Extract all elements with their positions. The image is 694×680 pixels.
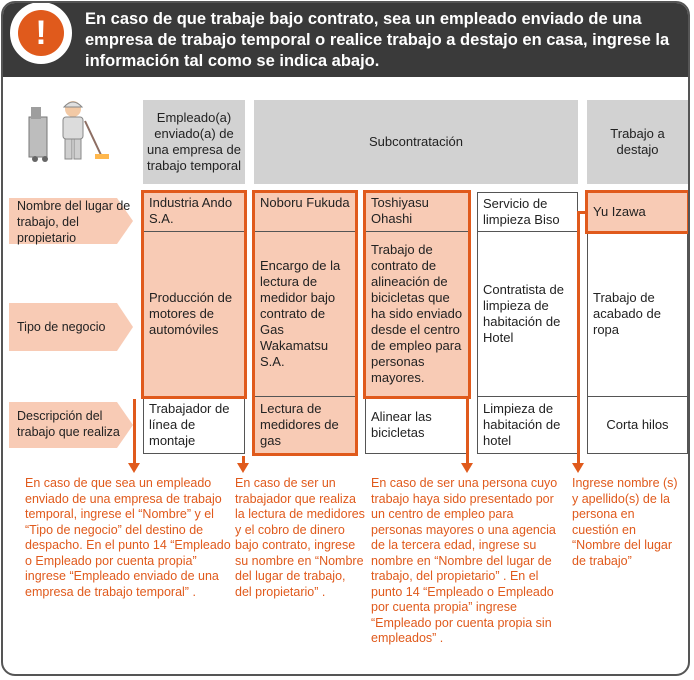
cell-c4-desc: Limpieza de habitación de hotel (477, 396, 578, 454)
connector-line (133, 399, 136, 465)
arrow-down-icon (461, 463, 473, 473)
cell-c1-name: Industria Ando S.A. (143, 192, 245, 232)
arrow-down-icon (572, 463, 584, 473)
cell-c5-desc: Corta hilos (587, 396, 688, 454)
arrow-down-icon (128, 463, 140, 473)
row-label-business-type: Tipo de negocio (9, 301, 134, 353)
cell-c1-desc: Trabajador de línea de montaje (143, 396, 245, 454)
exclamation-icon: ! (18, 10, 64, 56)
cell-c3-name: Toshiyasu Ohashi (365, 192, 469, 232)
column-header-label: Empleado(a) enviado(a) de una empresa de trabajo temporal (147, 110, 241, 173)
note-piecework: Ingrese nombre (s) y apellido(s) de la persona en cuestión en “Nombre del lugar de trabajo” (572, 476, 678, 568)
notice-banner (3, 3, 688, 77)
note-temp-agency: En caso de que sea un empleado enviado de una empresa de trabajo temporal, ingrese el “Nombre” y el “Tipo de negocio” del destino de despacho. En el punto 14 “Empleado o Empleado por cuenta propia” ingrese “Empleado enviado de una empresa de trabajo temporal” . (25, 476, 231, 599)
cleaning-worker-icon (27, 97, 111, 163)
cell-c2-name: Noboru Fukuda (254, 192, 356, 232)
column-header-temp-agency (143, 100, 245, 184)
cell-c4-name: Servicio de limpieza Biso (477, 192, 578, 232)
connector-line (466, 399, 469, 465)
notice-panel (1, 1, 690, 676)
cell-c3-desc: Alinear las bicicletas (365, 396, 469, 454)
cell-c2-type: Encargo de la lectura de medidor bajo contrato de Gas Wakamatsu S.A. (254, 231, 356, 397)
column-header-label: Subcontratación (369, 134, 463, 149)
cell-c3-type: Trabajo de contrato de alineación de bicicletas que ha sido enviado desde el centro de empleo para personas mayores. (365, 231, 469, 397)
cell-c1-type: Producción de motores de automóviles (143, 231, 245, 397)
column-header-subcontract (254, 100, 578, 184)
note-elderly-center: En caso de ser una persona cuyo trabajo haya sido presentado por un centro de empleo para personas mayores o una agencia de la tercera edad, ingrese su nombre en “Nombre del lugar de trabajo, del propietario” . En el punto 14 “Empleado o Empleado por cuenta propia” ingrese “Empleado por cuenta propia sin empleados” . (371, 476, 558, 645)
column-header-label: Trabajo a destajo (610, 126, 665, 157)
cell-c2-desc: Lectura de medidores de gas (254, 396, 356, 454)
connector-line (577, 211, 587, 214)
cell-c5-type: Trabajo de acabado de ropa (587, 231, 688, 397)
row-label-workplace: Nombre del lugar de trabajo, del propietario (9, 196, 134, 246)
cell-c5-name: Yu Izawa (587, 192, 688, 232)
arrow-down-icon (237, 463, 249, 473)
connector-line (577, 211, 580, 465)
note-meter-reader: En caso de ser un trabajador que realiza la lectura de medidores y el cobro de dinero bajo contrato, ingrese su nombre en “Nombre del lugar de trabajo, del propietario” . (235, 476, 365, 599)
row-label-job-description: Descripción del trabajo que realiza (9, 400, 134, 450)
alert-icon (7, 1, 75, 67)
cell-c4-type: Contratista de limpieza de habitación de Hotel (477, 231, 578, 397)
column-header-piecework (587, 100, 688, 184)
banner-text: En caso de que trabaje bajo contrato, sea un empleado enviado de una empresa de trabajo temporal o realice trabajo a destajo en casa, ingrese la información tal como se indica abajo. (85, 10, 670, 70)
